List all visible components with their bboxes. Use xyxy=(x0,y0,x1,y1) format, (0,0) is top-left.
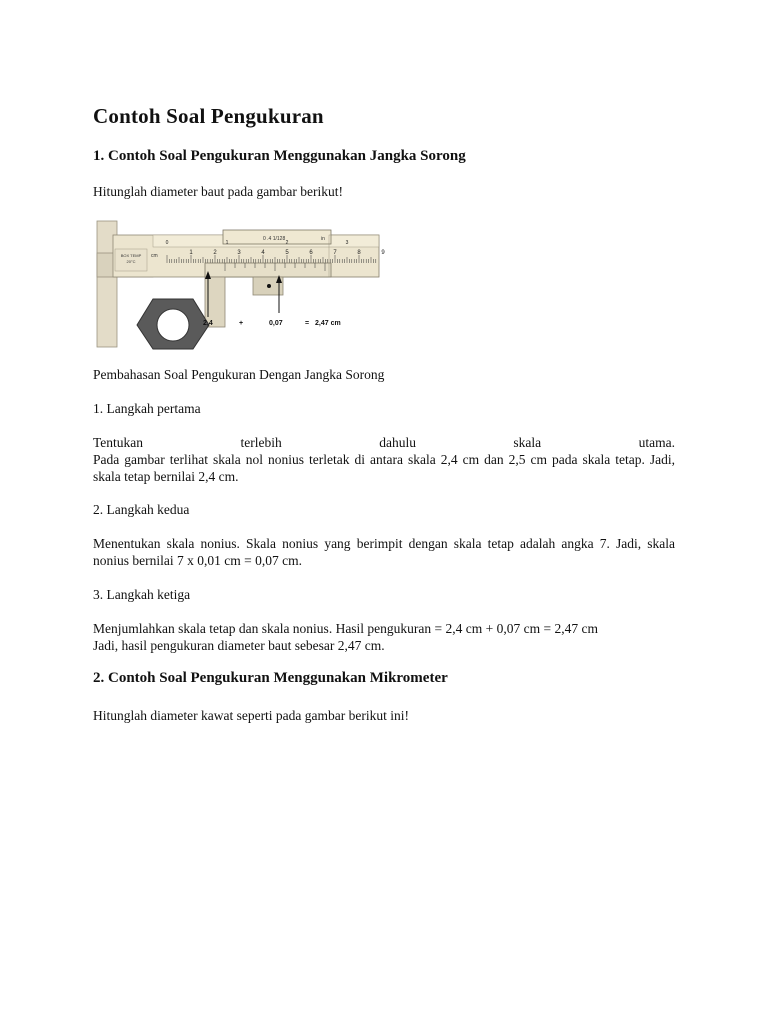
reading-total: 2,47 cm xyxy=(315,320,341,327)
section1-question: Hitunglah diameter baut pada gambar berikut! xyxy=(93,184,344,199)
step1-text: Pada gambar terlihat skala nol nonius terletak di antara skala 2,4 cm dan 2,5 cm pada skala tetap. Jadi, skala tetap bernilai 2,4 cm. xyxy=(93,452,675,484)
page-title: Contoh Soal Pengukuran xyxy=(93,104,324,128)
step2-text: Menentukan skala nonius. Skala nonius yang berimpit dengan skala tetap adalah angka 7. Jadi, skala nonius bernilai 7 x 0,01 cm = 0,07 cm. xyxy=(93,536,675,568)
step3-title: 3. Langkah ketiga xyxy=(93,587,191,602)
step3-line1: Menjumlahkan skala tetap dan skala nonius. Hasil pengukuran = 2,4 cm + 0,07 cm = 2,47 cm xyxy=(93,621,598,636)
top-scale-label: 0 xyxy=(165,240,169,246)
box-temp-label: BOX TEMP xyxy=(120,253,142,258)
reading-equals: = xyxy=(305,320,310,327)
step1-title: 1. Langkah pertama xyxy=(93,401,201,416)
step3-line2: Jadi, hasil pengukuran diameter baut sebesar 2,47 cm. xyxy=(93,638,385,653)
main-scale-label: 6 xyxy=(309,250,313,256)
main-scale-label: 4 xyxy=(261,250,265,256)
main-scale-label: 7 xyxy=(333,250,337,256)
box-temp-sub: 20°C xyxy=(126,259,136,264)
step2-title: 2. Langkah kedua xyxy=(93,502,190,517)
unit-cm-label: cm xyxy=(151,253,158,259)
top-scale-label: 2 xyxy=(285,240,289,246)
vernier-caliper-figure xyxy=(93,213,383,349)
section1-heading: 1. Contoh Soal Pengukuran Menggunakan Jangka Sorong xyxy=(93,148,466,164)
main-scale-label: 9 xyxy=(381,250,385,256)
step1-line1: Tentukan terlebih dahulu skala utama. xyxy=(93,435,675,450)
top-scale-label: 3 xyxy=(345,240,349,246)
section2-question: Hitunglah diameter kawat seperti pada gambar berikut ini! xyxy=(93,708,410,723)
reading-plus: + xyxy=(239,320,244,327)
discussion-title: Pembahasan Soal Pengukuran Dengan Jangka Sorong xyxy=(93,367,385,382)
section2-heading: 2. Contoh Soal Pengukuran Menggunakan Mikrometer xyxy=(93,670,448,686)
vernier-top-label: 0 .4 1/128 xyxy=(263,236,286,242)
main-scale-label: 3 xyxy=(237,250,241,256)
main-scale-label: 1 xyxy=(189,250,193,256)
main-scale-label: 2 xyxy=(213,250,217,256)
main-scale-label: 8 xyxy=(357,250,361,256)
reading-vernier: 0,07 xyxy=(269,320,283,327)
reading-main: 2,4 xyxy=(203,320,213,327)
main-scale-label: 5 xyxy=(285,250,289,256)
top-scale-label: 1 xyxy=(225,240,229,246)
unit-in-label: in xyxy=(321,236,325,242)
hex-nut-drawing xyxy=(137,299,209,349)
